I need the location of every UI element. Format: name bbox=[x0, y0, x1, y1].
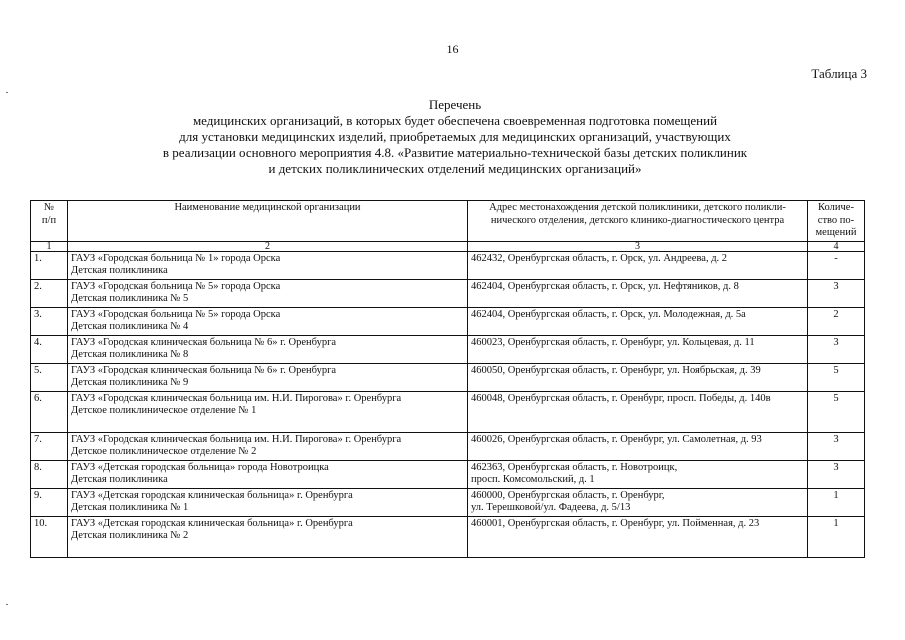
cell-organization bbox=[68, 516, 468, 557]
organization-line: Детская поликлиника № 2 bbox=[71, 530, 189, 541]
cell-room-count: 3 bbox=[808, 279, 865, 307]
organization-line: ГАУЗ «Детская городская больница» города Новотроицка bbox=[71, 461, 329, 473]
address-line: 460001, Оренбургская область, г. Оренбург, ул. Пойменная, д. 23 bbox=[471, 517, 760, 529]
cell-address bbox=[468, 460, 808, 488]
cell-address bbox=[468, 488, 808, 516]
organization-line: ГАУЗ «Детская городская клиническая больница» г. Оренбурга bbox=[71, 517, 353, 529]
cell-room-count: 3 bbox=[808, 432, 865, 460]
address-line: 460050, Оренбургская область, г. Оренбург, ул. Ноябрьская, д. 39 bbox=[471, 364, 761, 376]
header-line: мещений bbox=[815, 227, 857, 238]
organization-line: ГАУЗ «Городская клиническая больница № 6» г. Оренбурга bbox=[71, 336, 337, 348]
cell-organization bbox=[68, 432, 468, 460]
cell-number: 9. bbox=[31, 488, 68, 516]
cell-room-count: 2 bbox=[808, 307, 865, 335]
address-line: 462432, Оренбургская область, г. Орск, ул. Андреева, д. 2 bbox=[471, 252, 728, 264]
organization-line: Детская поликлиника bbox=[71, 474, 168, 485]
heading-line: медицинских организаций, в которых будет обеспечена своевременная подготовка помещений bbox=[192, 113, 718, 128]
address-line: 460048, Оренбургская область, г. Оренбург, просп. Победы, д. 140в bbox=[471, 392, 771, 404]
header-line: Наименование медицинской организации bbox=[174, 202, 361, 213]
table-row bbox=[31, 363, 865, 391]
header-line: ство по- bbox=[817, 214, 855, 226]
address-line: 460000, Оренбургская область, г. Оренбург, bbox=[471, 489, 665, 501]
cell-address bbox=[468, 432, 808, 460]
cell-organization bbox=[68, 488, 468, 516]
cell-number: 8. bbox=[31, 460, 68, 488]
address-line: 460026, Оренбургская область, г. Оренбург, ул. Самолетная, д. 93 bbox=[471, 433, 762, 445]
column-number: 1 bbox=[31, 241, 68, 251]
header-line: № bbox=[43, 202, 55, 213]
cell-address bbox=[468, 363, 808, 391]
cell-address bbox=[468, 516, 808, 557]
margin-mark bbox=[6, 604, 8, 605]
cell-room-count: 5 bbox=[808, 363, 865, 391]
cell-address bbox=[468, 279, 808, 307]
heading-line: и детских поликлинических отделений медицинских организаций» bbox=[268, 161, 642, 176]
column-number: 3 bbox=[468, 241, 808, 251]
table-label: Таблица 3 bbox=[811, 66, 867, 81]
cell-room-count: - bbox=[808, 251, 865, 279]
cell-organization bbox=[68, 363, 468, 391]
header-count bbox=[808, 201, 865, 242]
cell-organization bbox=[68, 460, 468, 488]
organization-line: ГАУЗ «Городская больница № 5» города Орска bbox=[71, 308, 281, 320]
organization-line: ГАУЗ «Детская городская клиническая больница» г. Оренбурга bbox=[71, 489, 353, 501]
cell-address bbox=[468, 251, 808, 279]
organization-line: ГАУЗ «Городская больница № 1» города Орска bbox=[71, 252, 281, 264]
organization-line: ГАУЗ «Городская клиническая больница им. Н.И. Пирогова» г. Оренбурга bbox=[71, 392, 402, 404]
organization-line: ГАУЗ «Городская клиническая больница № 6» г. Оренбурга bbox=[71, 364, 337, 376]
header-line: п/п bbox=[41, 214, 57, 226]
organization-line: ГАУЗ «Городская клиническая больница им. Н.И. Пирогова» г. Оренбурга bbox=[71, 433, 402, 445]
column-number: 2 bbox=[68, 241, 468, 251]
organization-line: Детская поликлиника № 1 bbox=[71, 502, 189, 513]
cell-number: 7. bbox=[31, 432, 68, 460]
table-row bbox=[31, 307, 865, 335]
address-line: 462404, Оренбургская область, г. Орск, ул. Молодежная, д. 5а bbox=[471, 308, 746, 320]
cell-address bbox=[468, 307, 808, 335]
address-line: ул. Терешковой/ул. Фадеева, д. 5/13 bbox=[471, 502, 631, 513]
organization-line: Детская поликлиника bbox=[71, 265, 168, 276]
heading-line: для установки медицинских изделий, приобретаемых для медицинских организаций, участвующих bbox=[179, 129, 731, 144]
column-number: 4 bbox=[808, 241, 865, 251]
address-line: просп. Комсомольский, д. 1 bbox=[471, 474, 595, 485]
table-row bbox=[31, 391, 865, 432]
header-line: нического отделения, детского клинико-диагностического центра bbox=[490, 214, 785, 226]
table-row bbox=[31, 488, 865, 516]
organization-line: Детское поликлиническое отделение № 2 bbox=[71, 446, 257, 457]
cell-number: 2. bbox=[31, 279, 68, 307]
cell-number: 6. bbox=[31, 391, 68, 432]
cell-number: 3. bbox=[31, 307, 68, 335]
cell-room-count: 3 bbox=[808, 335, 865, 363]
cell-number: 5. bbox=[31, 363, 68, 391]
organization-line: Детская поликлиника № 5 bbox=[71, 293, 189, 304]
table-row bbox=[31, 335, 865, 363]
heading-line: в реализации основного мероприятия 4.8. «Развитие материально-технической базы детских поликлиник bbox=[162, 145, 748, 160]
document-heading bbox=[60, 97, 850, 177]
table-row bbox=[31, 251, 865, 279]
cell-number: 10. bbox=[31, 516, 68, 557]
header-line: Адрес местонахождения детской поликлиники, детского поликли- bbox=[489, 202, 786, 213]
organization-line: Детская поликлиника № 4 bbox=[71, 321, 189, 332]
page-number: 16 bbox=[446, 42, 459, 56]
cell-room-count: 3 bbox=[808, 460, 865, 488]
header-num bbox=[31, 201, 68, 242]
header-line: Количе- bbox=[818, 202, 854, 213]
cell-number: 4. bbox=[31, 335, 68, 363]
cell-room-count: 1 bbox=[808, 488, 865, 516]
table-row bbox=[31, 516, 865, 557]
cell-room-count: 5 bbox=[808, 391, 865, 432]
cell-organization bbox=[68, 391, 468, 432]
cell-address bbox=[468, 335, 808, 363]
column-number-row bbox=[31, 241, 865, 251]
cell-room-count: 1 bbox=[808, 516, 865, 557]
organization-line: Детское поликлиническое отделение № 1 bbox=[71, 405, 257, 416]
organization-line: Детская поликлиника № 8 bbox=[71, 349, 189, 360]
cell-organization bbox=[68, 251, 468, 279]
heading-line: Перечень bbox=[428, 97, 482, 112]
organization-line: ГАУЗ «Городская больница № 5» города Орска bbox=[71, 280, 281, 292]
table-row bbox=[31, 460, 865, 488]
cell-organization bbox=[68, 279, 468, 307]
table-row bbox=[31, 432, 865, 460]
address-line: 462363, Оренбургская область, г. Новотроицк, bbox=[471, 461, 678, 473]
table-row bbox=[31, 279, 865, 307]
organization-line: Детская поликлиника № 9 bbox=[71, 377, 189, 388]
cell-organization bbox=[68, 307, 468, 335]
table-header-row bbox=[31, 201, 865, 242]
address-line: 462404, Оренбургская область, г. Орск, ул. Нефтяников, д. 8 bbox=[471, 280, 739, 292]
margin-mark bbox=[6, 92, 8, 93]
address-line: 460023, Оренбургская область, г. Оренбург, ул. Кольцевая, д. 11 bbox=[471, 336, 755, 348]
cell-number: 1. bbox=[31, 251, 68, 279]
table-body bbox=[31, 251, 865, 557]
cell-organization bbox=[68, 335, 468, 363]
organizations-table bbox=[30, 200, 865, 558]
cell-address bbox=[468, 391, 808, 432]
header-address bbox=[468, 201, 808, 242]
header-org bbox=[68, 201, 468, 242]
